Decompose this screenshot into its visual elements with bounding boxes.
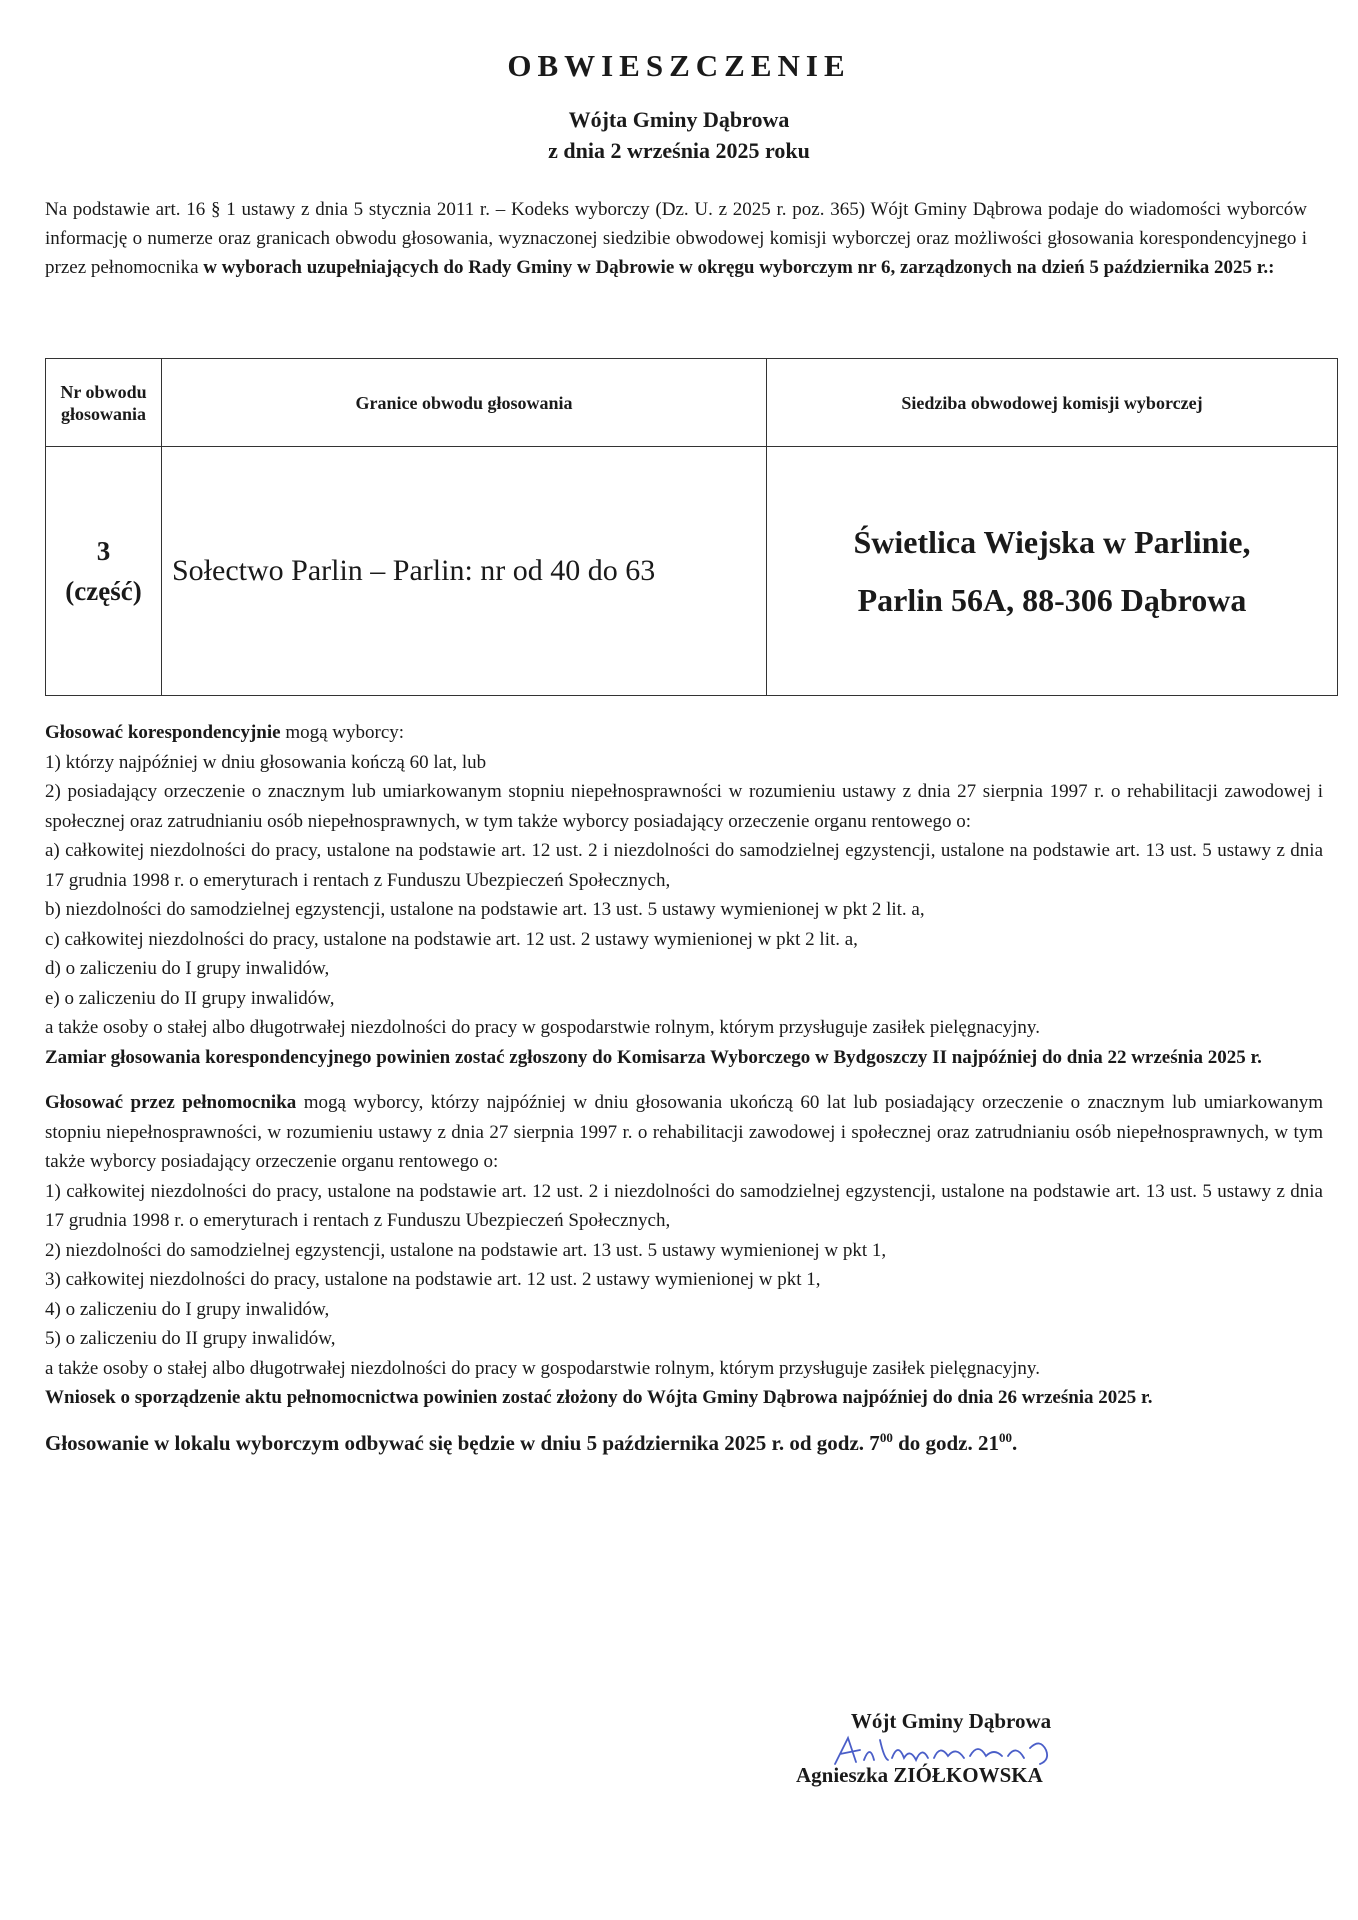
list-item: a) całkowitej niezdolności do pracy, ustalone na podstawie art. 12 ust. 2 i niezdolności do samodzielnej egzystencji, ustalone na podstawie art. 13 ust. 5 ustawy z dnia 17 grudnia 1998 r. o emeryturach i rentach z Funduszu Ubezpieczeń Społecznych, bbox=[45, 840, 1323, 891]
notice-body bbox=[45, 718, 1323, 1458]
table-header-row bbox=[46, 359, 1338, 447]
district-number: 3 bbox=[96, 536, 111, 566]
list-item: 2) niezdolności do samodzielnej egzystencji, ustalone na podstawie art. 13 ust. 5 ustawy wymienionej w pkt 1, bbox=[45, 1239, 887, 1261]
list-item: 2) posiadający orzeczenie o znacznym lub umiarkowanym stopniu niepełnosprawności w rozumieniu ustawy z dnia 27 sierpnia 1997 r. o rehabilitacji zawodowej i społecznej oraz zatrudnianiu osób niepełnosprawnych, w tym także wyborcy posiadający orzeczenie organu rentowego o: bbox=[45, 781, 1323, 832]
cell-granice: Sołectwo Parlin – Parlin: nr od 40 do 63 bbox=[162, 447, 767, 696]
intro-paragraph bbox=[45, 195, 1307, 282]
pelnomocnik-heading-bold: Głosować przez pełnomocnika bbox=[45, 1092, 297, 1113]
document-date: z dnia 2 września 2025 roku bbox=[548, 138, 810, 163]
signature-block bbox=[786, 1706, 1116, 1790]
korespondencyjne-closing: a także osoby o stałej albo długotrwałej niezdolności do pracy w gospodarstwie rolnym, którym przysługuje zasiłek pielęgnacyjny. bbox=[45, 1017, 1040, 1038]
cell-siedziba bbox=[767, 447, 1338, 696]
list-item: 1) całkowitej niezdolności do pracy, ustalone na podstawie art. 12 ust. 2 i niezdolności do samodzielnej egzystencji, ustalone na podstawie art. 13 ust. 5 ustawy z dnia 17 grudnia 1998 r. o emeryturach i rentach z Funduszu Ubezpieczeń Społecznych, bbox=[45, 1180, 1323, 1231]
pelnomocnik-heading bbox=[45, 1088, 1323, 1177]
list-item: 3) całkowitej niezdolności do pracy, ustalone na podstawie art. 12 ust. 2 ustawy wymienionej w pkt 1, bbox=[45, 1269, 821, 1290]
district-note: (część) bbox=[65, 576, 142, 606]
list-item: 1) którzy najpóźniej w dniu głosowania kończą 60 lat, lub bbox=[45, 751, 487, 773]
siedziba-line2: Parlin 56A, 88-306 Dąbrowa bbox=[857, 582, 1247, 618]
pelnomocnik-heading-rest: mogą wyborcy, którzy najpóźniej w dniu głosowania ukończą 60 lat lub posiadający orzeczenie o znacznym lub umiarkowanym stopniu niepełnosprawności, w rozumieniu ustawy z dnia 27 sierpnia 1997 r. o rehabilitacji zawodowej i społecznej oraz zatrudnianiu osób niepełnosprawnych, w tym także wyborcy posiadający orzeczenie organu rentowego o: bbox=[45, 1092, 1323, 1172]
list-item: e) o zaliczeniu do II grupy inwalidów, bbox=[45, 987, 335, 1009]
document-issuer: Wójta Gminy Dąbrowa bbox=[568, 107, 790, 132]
siedziba-line1: Świetlica Wiejska w Parlinie, bbox=[853, 524, 1251, 560]
korespondencyjne-deadline: Zamiar głosowania korespondencyjnego powinien zostać zgłoszony do Komisarza Wyborczego w Bydgoszczy II najpóźniej do dnia 22 września 2025 r. bbox=[45, 1046, 1262, 1068]
intro-text: Na podstawie art. 16 § 1 ustawy z dnia 5 stycznia 2011 r. – Kodeks wyborczy (Dz. U. z 2025 r. poz. 365) Wójt Gminy Dąbrowa podaje do wiadomości wyborców informację o numerze oraz granicach obwodu głosowania, wyznaczonej siedzibie obwodowej komisji wyborczej oraz możliwości głosowania korespondencyjnego i przez pełnomocnika bbox=[45, 199, 1307, 278]
list-item: 5) o zaliczeniu do II grupy inwalidów, bbox=[45, 1328, 336, 1349]
pelnomocnik-closing: a także osoby o stałej albo długotrwałej niezdolności do pracy w gospodarstwie rolnym, którym przysługuje zasiłek pielęgnacyjny. bbox=[45, 1357, 1040, 1379]
table-row bbox=[46, 447, 1338, 696]
cell-nr bbox=[46, 447, 162, 696]
document-title: OBWIESZCZENIE bbox=[507, 48, 851, 83]
korespondencyjne-heading-bold: Głosować korespondencyjnie bbox=[45, 722, 281, 743]
voting-hours-text: Głosowanie w lokalu wyborczym odbywać się będzie w dniu 5 października 2025 r. od godz. 7 bbox=[45, 1430, 880, 1455]
voting-hours-end: . bbox=[1012, 1430, 1018, 1455]
korespondencyjne-heading bbox=[45, 718, 1323, 748]
intro-text-bold: w wyborach uzupełniających do Rady Gminy w Dąbrowie w okręgu wyborczym nr 6, zarządzonych na dzień 5 października 2025 r.: bbox=[203, 257, 1275, 278]
voting-hours-sup-start: 00 bbox=[879, 1429, 893, 1445]
signatory-title: Wójt Gminy Dąbrowa bbox=[850, 1709, 1052, 1733]
header-granice: Granice obwodu głosowania bbox=[162, 359, 767, 447]
spacer bbox=[45, 1413, 1323, 1423]
list-item: d) o zaliczeniu do I grupy inwalidów, bbox=[45, 958, 330, 979]
pelnomocnik-deadline: Wniosek o sporządzenie aktu pełnomocnictwa powinien zostać złożony do Wójta Gminy Dąbrowa najpóźniej do dnia 26 września 2025 r. bbox=[45, 1387, 1153, 1408]
handwritten-signature bbox=[830, 1730, 1060, 1770]
list-item: 4) o zaliczeniu do I grupy inwalidów, bbox=[45, 1298, 330, 1320]
voting-hours-mid: do godz. 21 bbox=[892, 1430, 999, 1455]
list-item: c) całkowitej niezdolności do pracy, ustalone na podstawie art. 12 ust. 2 ustawy wymienionej w pkt 2 lit. a, bbox=[45, 928, 858, 950]
voting-hours bbox=[45, 1423, 1323, 1459]
header-nr: Nr obwodu głosowania bbox=[46, 359, 162, 447]
header-siedziba: Siedziba obwodowej komisji wyborczej bbox=[767, 359, 1338, 447]
signatory-name: Agnieszka ZIÓŁKOWSKA bbox=[796, 1763, 1043, 1787]
korespondencyjne-heading-rest: mogą wyborcy: bbox=[285, 722, 405, 743]
voting-hours-sup-end: 00 bbox=[999, 1429, 1012, 1445]
spacer bbox=[45, 1072, 1323, 1088]
district-table bbox=[45, 358, 1338, 696]
list-item: b) niezdolności do samodzielnej egzystencji, ustalone na podstawie art. 13 ust. 5 ustawy wymienionej w pkt 2 lit. a, bbox=[45, 899, 925, 920]
